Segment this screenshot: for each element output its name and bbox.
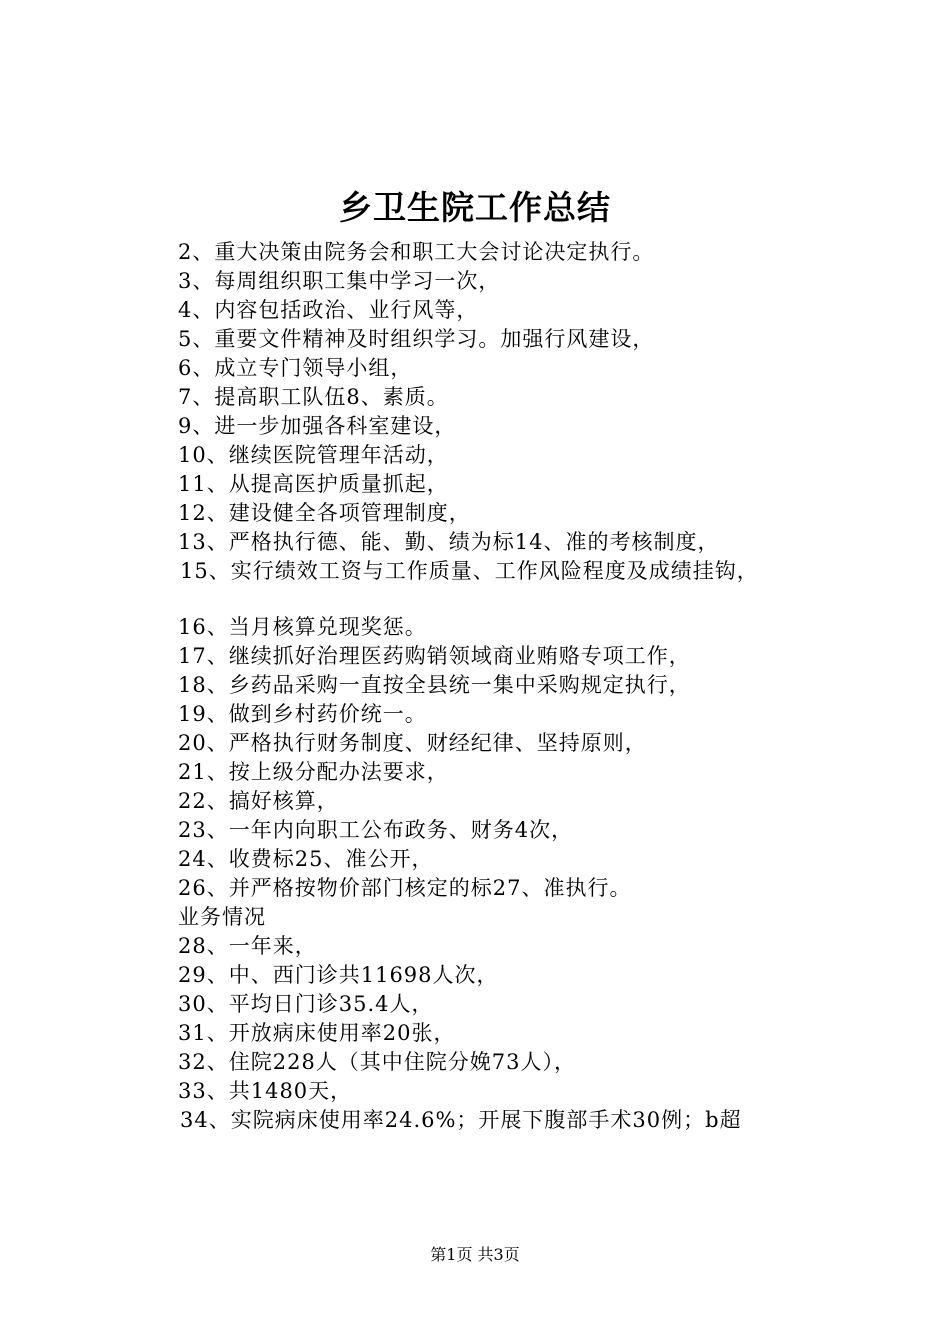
body-line: 23、一年内向职工公布政务、财务4次， <box>178 818 574 842</box>
body-line: 7、提高职工队伍8、素质。 <box>178 385 449 409</box>
body-line: 15、实行绩效工资与工作质量、工作风险程度及成绩挂钩， <box>180 559 759 583</box>
document-title: 乡卫生院工作总结 <box>339 188 611 227</box>
body-line: 3、每周组织职工集中学习一次， <box>178 269 501 293</box>
body-line: 18、乡药品采购一直按全县统一集中采购规定执行， <box>178 673 691 697</box>
body-line: 17、继续抓好治理医药购销领域商业贿赂专项工作， <box>178 644 691 668</box>
body-line: 29、中、西门诊共11698人次， <box>178 963 499 987</box>
body-line: 19、做到乡村药价统一。 <box>178 702 427 726</box>
body-line: 9、进一步加强各科室建设， <box>178 414 457 438</box>
section-heading: 业务情况 <box>178 905 266 929</box>
body-line: 11、从提高医护质量抓起， <box>178 472 449 496</box>
body-line: 26、并严格按物价部门核定的标27、准执行。 <box>178 876 632 900</box>
body-line: 16、当月核算兑现奖惩。 <box>178 615 427 639</box>
body-line: 13、严格执行德、能、勤、绩为标14、准的考核制度， <box>178 530 720 554</box>
body-line: 6、成立专门领导小组， <box>178 356 413 380</box>
body-line: 24、收费标25、准公开， <box>178 847 434 871</box>
body-line: 10、继续医院管理年活动， <box>178 443 449 467</box>
body-line: 5、重要文件精神及时组织学习。加强行风建设， <box>178 327 655 351</box>
body-line: 12、建设健全各项管理制度， <box>178 501 471 525</box>
body-line: 20、严格执行财务制度、财经纪律、坚持原则， <box>178 731 647 755</box>
page-number: 第1页 共3页 <box>430 1245 520 1264</box>
document-body <box>178 238 878 1135</box>
body-line: 28、一年来， <box>178 934 317 958</box>
body-line: 4、内容包括政治、业行风等， <box>178 298 479 322</box>
body-line: 30、平均日门诊35.4人， <box>178 992 434 1016</box>
body-line: 34、实院病床使用率24.6%；开展下腹部手术30例；b超 <box>180 1108 742 1132</box>
body-line: 21、按上级分配办法要求， <box>178 760 449 784</box>
body-line: 2、重大决策由院务会和职工大会讨论决定执行。 <box>178 240 655 264</box>
body-line: 22、搞好核算， <box>178 789 339 813</box>
body-line: 33、共1480天， <box>178 1079 353 1103</box>
body-line: 32、住院228人（其中住院分娩73人）， <box>178 1050 577 1074</box>
body-line: 31、开放病床使用率20张， <box>178 1021 456 1045</box>
